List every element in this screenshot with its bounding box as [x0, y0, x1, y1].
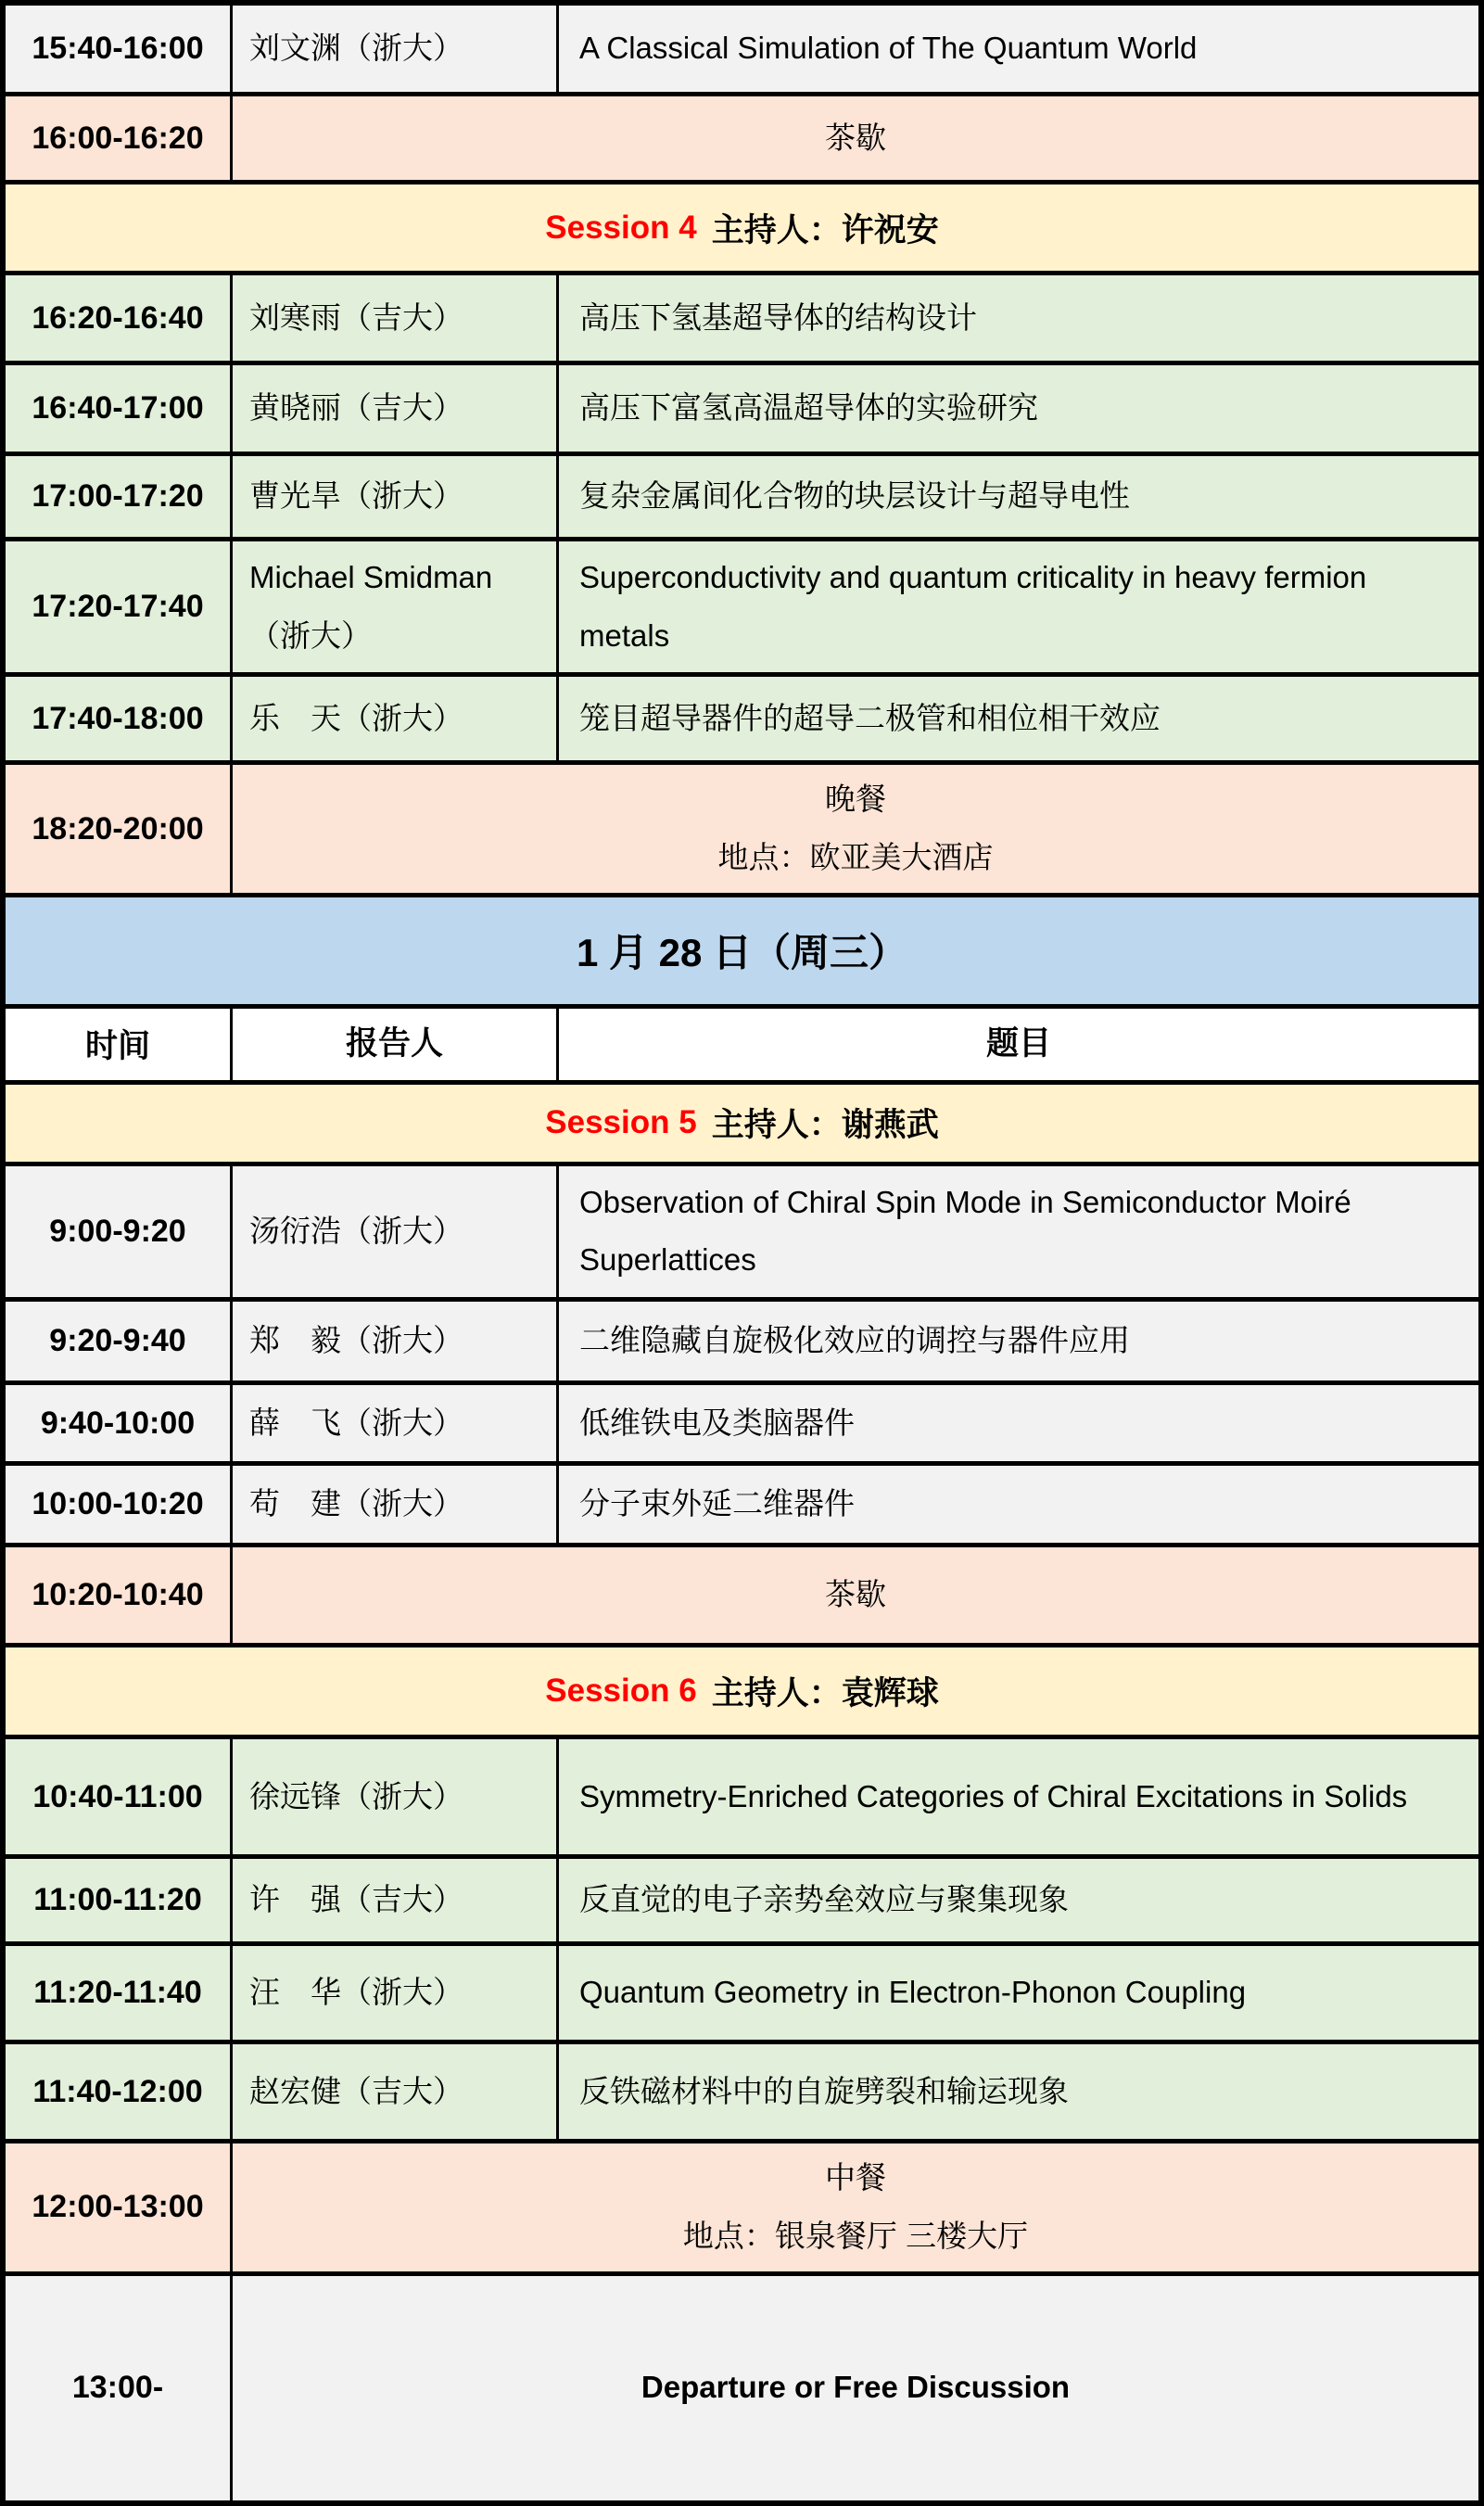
time-cell: 16:40-17:00 — [6, 365, 233, 452]
time-cell: 18:20-20:00 — [6, 765, 233, 892]
break-label: 茶歇 — [825, 120, 886, 155]
time-cell: 15:40-16:00 — [6, 6, 233, 92]
time-cell: 10:00-10:20 — [6, 1466, 233, 1543]
session-header — [6, 1085, 1478, 1162]
table-row — [6, 456, 1478, 541]
table-row — [6, 6, 1478, 96]
time-cell: 9:20-9:40 — [6, 1302, 233, 1380]
title-cell: 分子束外延二维器件 — [579, 1486, 855, 1521]
title-cell: Superconductivity and quantum criticality in heavy fermion metals — [579, 560, 1367, 653]
speaker-cell: 刘寒雨（吉大） — [233, 275, 559, 361]
time-cell: 11:20-11:40 — [6, 1946, 233, 2040]
meal-name: 中餐 — [825, 2160, 886, 2195]
title-cell: A Classical Simulation of The Quantum World — [579, 31, 1198, 66]
meal-cell — [233, 2143, 1478, 2271]
speaker-cell: 乐 天（浙大） — [233, 677, 559, 760]
table-row — [6, 1166, 1478, 1302]
title-cell: 反直觉的电子亲势垒效应与聚集现象 — [579, 1882, 1069, 1917]
time-cell: 10:40-11:00 — [6, 1739, 233, 1854]
session-name: Session 4 — [545, 209, 697, 246]
speaker-cell: 刘文渊（浙大） — [233, 6, 559, 92]
speaker-cell: Michael Smidman（浙大） — [233, 541, 559, 672]
table-row — [6, 1466, 1478, 1547]
speaker-cell: 汤衍浩（浙大） — [233, 1166, 559, 1297]
speaker-cell: 郑 毅（浙大） — [233, 1302, 559, 1380]
time-cell: 13:00- — [6, 2276, 233, 2500]
speaker-cell: 徐远锋（浙大） — [233, 1739, 559, 1854]
title-cell: 笼目超导器件的超导二极管和相位相干效应 — [579, 701, 1161, 736]
time-cell: 10:20-10:40 — [6, 1547, 233, 1643]
column-header-title: 题目 — [985, 1025, 1051, 1062]
table-row — [6, 765, 1478, 897]
table-row — [6, 1739, 1478, 1859]
table-row — [6, 275, 1478, 365]
table-row — [6, 1085, 1478, 1166]
title-cell: Observation of Chiral Spin Mode in Semiconductor Moiré Superlattices — [579, 1184, 1351, 1278]
table-row — [6, 677, 1478, 765]
table-row — [6, 1009, 1478, 1085]
title-cell: 高压下氢基超导体的结构设计 — [579, 299, 977, 335]
session-name: Session 5 — [545, 1104, 697, 1141]
table-row — [6, 897, 1478, 1009]
speaker-cell: 薛 飞（浙大） — [233, 1385, 559, 1461]
table-row — [6, 541, 1478, 677]
meal-cell — [233, 765, 1478, 892]
departure-label: Departure or Free Discussion — [641, 2370, 1071, 2405]
table-row — [6, 365, 1478, 456]
session-header — [6, 184, 1478, 271]
column-header-time: 时间 — [6, 1009, 233, 1080]
table-row — [6, 2276, 1478, 2500]
title-cell: 反铁磁材料中的自旋劈裂和输运现象 — [579, 2073, 1069, 2108]
time-cell: 17:20-17:40 — [6, 541, 233, 672]
table-row — [6, 1385, 1478, 1466]
title-cell: 二维隐藏自旋极化效应的调控与器件应用 — [579, 1323, 1130, 1358]
time-cell: 12:00-13:00 — [6, 2143, 233, 2271]
table-row — [6, 184, 1478, 275]
table-row — [6, 2143, 1478, 2275]
time-cell: 16:20-16:40 — [6, 275, 233, 361]
session-header — [6, 1647, 1478, 1735]
time-cell: 9:00-9:20 — [6, 1166, 233, 1297]
time-cell: 16:00-16:20 — [6, 96, 233, 180]
title-cell: 复杂金属间化合物的块层设计与超导电性 — [579, 478, 1130, 514]
title-cell: 低维铁电及类脑器件 — [579, 1405, 855, 1440]
table-row — [6, 96, 1478, 184]
time-cell: 17:40-18:00 — [6, 677, 233, 760]
break-label: 茶歇 — [825, 1577, 886, 1612]
speaker-cell: 曹光旱（浙大） — [233, 456, 559, 537]
title-cell: Quantum Geometry in Electron-Phonon Coupling — [579, 1975, 1247, 2010]
table-row — [6, 2044, 1478, 2143]
date-header: 1 月 28 日（周三） — [576, 931, 908, 975]
session-chair: 主持人：许祝安 — [711, 211, 939, 248]
title-cell: Symmetry-Enriched Categories of Chiral Excitations in Solids — [579, 1778, 1408, 1813]
column-header-speaker: 报告人 — [233, 1009, 559, 1080]
speaker-cell: 黄晓丽（吉大） — [233, 365, 559, 452]
speaker-cell: 苟 建（浙大） — [233, 1466, 559, 1543]
meal-location: 地点：欧亚美大酒店 — [717, 840, 994, 875]
meal-location: 地点：银泉餐厅 三楼大厅 — [682, 2218, 1029, 2253]
time-cell: 11:00-11:20 — [6, 1859, 233, 1941]
table-row — [6, 1946, 1478, 2044]
table-row — [6, 1647, 1478, 1739]
speaker-cell: 赵宏健（吉大） — [233, 2044, 559, 2139]
table-row — [6, 1859, 1478, 1946]
time-cell: 11:40-12:00 — [6, 2044, 233, 2139]
table-row — [6, 1547, 1478, 1647]
session-chair: 主持人：袁辉球 — [711, 1675, 939, 1712]
table-row — [6, 1302, 1478, 1385]
speaker-cell: 汪 华（浙大） — [233, 1946, 559, 2040]
session-chair: 主持人：谢燕武 — [711, 1107, 939, 1144]
speaker-cell: 许 强（吉大） — [233, 1859, 559, 1941]
time-cell: 9:40-10:00 — [6, 1385, 233, 1461]
session-name: Session 6 — [545, 1673, 697, 1710]
time-cell: 17:00-17:20 — [6, 456, 233, 537]
meal-name: 晚餐 — [825, 782, 886, 817]
title-cell: 高压下富氢高温超导体的实验研究 — [579, 390, 1038, 426]
